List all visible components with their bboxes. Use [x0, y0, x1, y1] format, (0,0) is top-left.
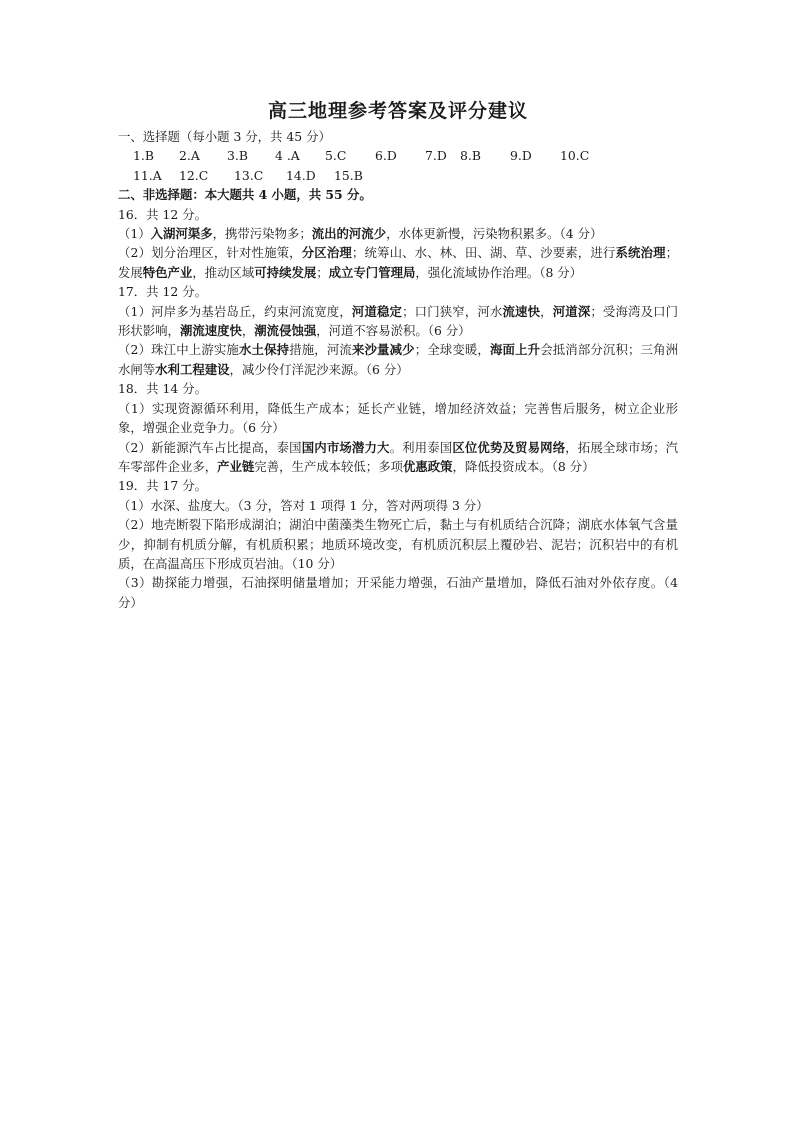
answer-item: 5.C — [325, 148, 347, 164]
q16-part1: （1）入湖河渠多，携带污染物多；流出的河流少，水体更新慢，污染物积累多。（4 分） — [118, 226, 603, 242]
q17-part2: （2）珠江中上游实施水土保持措施，河流来沙量减少；全球变暖，海面上升会抵消部分沉积；三角洲水闸等水利工程建设，减少伶仃洋泥沙来源。（6 分） — [118, 342, 679, 377]
answer-item: 13.C — [234, 167, 264, 183]
q16-part2: （2）划分治理区，针对性施策，分区治理；统筹山、水、林、田、湖、草、沙要素，进行系统治理；发展特色产业，推动区域可持续发展；成立专门管理局，强化流域协作治理。（8 分） — [118, 245, 679, 280]
answer-item: 11.A — [133, 167, 162, 183]
q17-heading: 17．共 12 分。 — [118, 284, 207, 300]
q18-part2: （2）新能源汽车占比提高，泰国国内市场潜力大。利用泰国区位优势及贸易网络，拓展全球市场；汽车零部件企业多，产业链完善，生产成本较低；多项优惠政策，降低投资成本。（8 分） — [118, 439, 679, 474]
answer-item: 8.B — [460, 148, 481, 164]
page-title: 高三地理参考答案及评分建议 — [267, 100, 528, 122]
answer-sheet — [118, 96, 678, 612]
answer-item: 4 .A — [275, 148, 300, 164]
answer-item: 6.D — [375, 148, 397, 164]
q19-part3: （3）勘探能力增强，石油探明储量增加；开采能力增强，石油产量增加，降低石油对外依存度。（4 分） — [118, 575, 678, 610]
answer-item: 1.B — [133, 148, 154, 164]
q18-heading: 18．共 14 分。 — [118, 381, 207, 397]
answer-item: 10.C — [560, 148, 590, 164]
answer-item: 2.A — [179, 148, 200, 164]
q19-part2: （2）地壳断裂下陷形成湖泊；湖泊中菌藻类生物死亡后，黏土与有机质结合沉降；湖底水体氧气含量少，抑制有机质分解，有机质积累；地质环境改变，有机质沉积层上覆砂岩、泥岩；沉积岩中的有机质，在高温高压下形成页岩油。（10 分） — [118, 517, 678, 571]
section2-heading: 二、非选择题：本大题共 4 小题，共 55 分。 — [118, 187, 372, 203]
answer-item: 14.D — [286, 167, 316, 183]
answer-item: 9.D — [510, 148, 532, 164]
answer-item: 7.D — [425, 148, 447, 164]
q18-part1: （1）实现资源循环利用，降低生产成本；延长产业链，增加经济效益；完善售后服务，树立企业形象，增强企业竞争力。（6 分） — [118, 400, 678, 436]
section1-heading: 一、选择题（每小题 3 分，共 45 分） — [118, 129, 331, 144]
q19-part1: （1）水深、盐度大。（3 分，答对 1 项得 1 分，答对两项得 3 分） — [118, 497, 489, 513]
q19-heading: 19．共 17 分。 — [118, 478, 207, 494]
q16-heading: 16．共 12 分。 — [118, 206, 207, 222]
answer-item: 15.B — [334, 167, 363, 183]
answers-row-2 — [118, 166, 678, 185]
answers-row-1 — [118, 146, 678, 165]
answer-item: 3.B — [227, 148, 248, 164]
q17-part1: （1）河岸多为基岩岛丘，约束河流宽度，河道稳定；口门狭窄，河水流速快，河道深；受海湾及口门形状影响，潮流速度快，潮流侵蚀强，河道不容易淤积。（6 分） — [118, 303, 679, 339]
answer-item: 12.C — [179, 167, 209, 183]
